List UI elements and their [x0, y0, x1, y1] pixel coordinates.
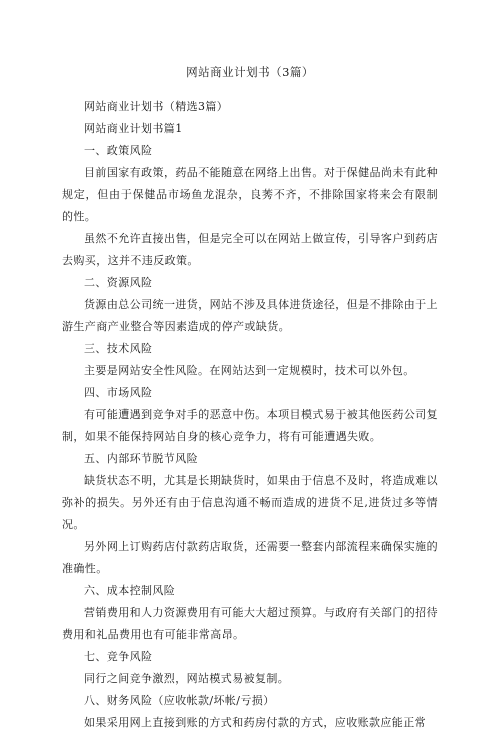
heading-resource-risk: 二、资源风险 — [84, 276, 153, 289]
heading-policy-risk: 一、政策风险 — [84, 144, 153, 157]
paragraph: 如果采用网上直接到账的方式和药房付款的方式，应收账款应能正常 — [84, 716, 426, 729]
document-title: 网站商业计划书（3篇） — [186, 65, 314, 79]
section-title: 网站商业计划书篇1 — [84, 122, 183, 135]
heading-technical-risk: 三、技术风险 — [84, 342, 153, 355]
heading-market-risk: 四、市场风险 — [84, 386, 153, 399]
paragraph: 有可能遭遇到竞争对手的恶意中伤。本项目模式易于被其他医药公司复制，如果不能保持网站自身的核心竞争力，将有可能遭遇失败。 — [62, 408, 438, 443]
paragraph: 同行之间竞争激烈，网站模式易被复制。 — [84, 672, 290, 685]
heading-financial-risk: 八、财务风险（应收帐款/坏帐/亏损） — [84, 694, 275, 707]
document-body — [62, 96, 438, 734]
subtitle: 网站商业计划书（精选3篇） — [84, 100, 229, 113]
paragraph: 另外网上订购药店付款药店取货，还需要一整套内部流程来确保实施的准确性。 — [62, 540, 438, 575]
paragraph: 货源由总公司统一进货，网站不涉及具体进货途径，但是不排除由于上游生产商产业整合等因素造成的停产或缺货。 — [62, 298, 438, 333]
heading-cost-risk: 六、成本控制风险 — [84, 584, 176, 597]
heading-competition-risk: 七、竞争风险 — [84, 650, 153, 663]
paragraph: 虽然不允许直接出售，但是完全可以在网站上做宣传，引导客户到药店去购买，这并不违反政策。 — [62, 232, 438, 267]
paragraph: 缺货状态不明，尤其是长期缺货时，如果由于信息不及时，将造成难以弥补的损失。另外还有由于信息沟通不畅而造成的进货不足,进货过多等情况。 — [62, 474, 438, 531]
paragraph: 目前国家有政策，药品不能随意在网络上出售。对于保健品尚未有此种规定，但由于保健品市场鱼龙混杂，良莠不齐，不排除国家将来会有限制的性。 — [62, 166, 438, 223]
paragraph: 营销费用和人力资源费用有可能大大超过预算。与政府有关部门的招待费用和礼品费用也有可能非常高昂。 — [62, 606, 438, 641]
paragraph: 主要是网站安全性风险。在网站达到一定规模时，技术可以外包。 — [84, 364, 415, 377]
heading-internal-risk: 五、内部环节脱节风险 — [84, 452, 198, 465]
